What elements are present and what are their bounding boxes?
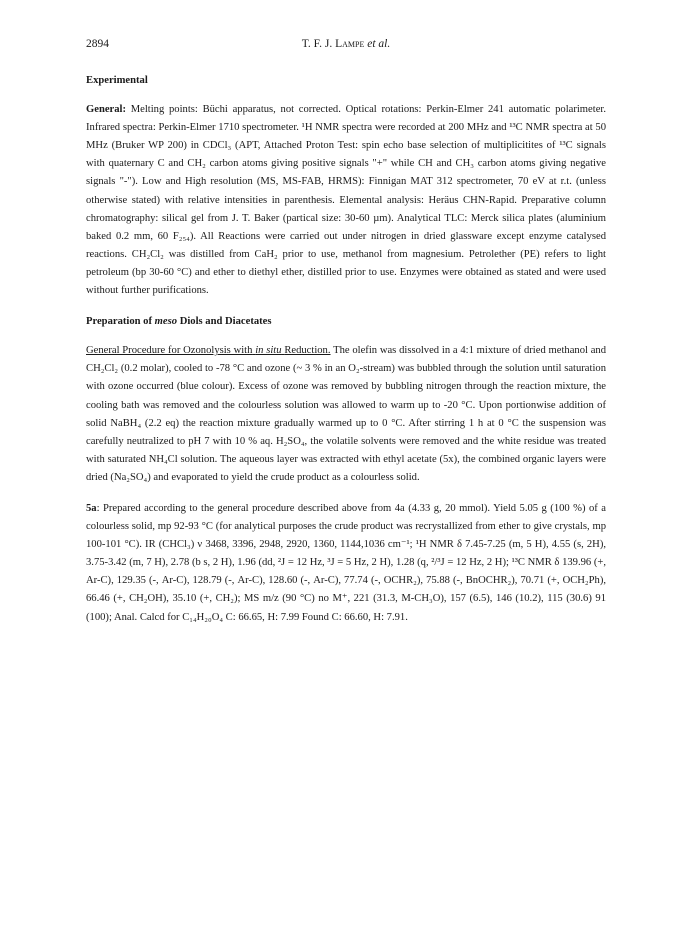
- procedure-text: The olefin was dissolved in a 4:1 mixture of dried methanol and CH₂Cl₂ (0.2 molar), cooled to -78 °C and ozone (~ 3 % in an O₂-stream) was bubbled through the solution until saturation with ozone occurred (blue colour). Excess of ozone was removed by bubbling nitrogen through the reaction mixture, the cooling bath was removed and the colourless solution was allowed to warm up to -20 °C. Upon portionwise addition of solid NaBH₄ (2.2 eq) the reaction mixture gradually warmed up to 0 °C. After stirring 1 h at 0 °C the suspension was carefully neutralized to pH 7 with 10 % aq. H₂SO₄, the volatile solvents were removed and the white residue was treated with saturated NH₄Cl solution. The aqueous layer was extracted with ethyl acetate (5x), the combined organic layers were dried (Na₂SO₄) and evaporated to yield the crude product as a colourless solid.: [86, 345, 607, 483]
- compound-5a-paragraph: [86, 500, 606, 627]
- subsection-heading-pre: Preparation of: [86, 316, 153, 328]
- compound-5a-text: : Prepared according to the general procedure described above from 4a (4.33 g, 20 mmol). Yield 5.05 g (100 %) of a colourless solid, mp 92-93 °C (for analytical purposes the crude product was recrystallized from ether to give crystals, mp 100-101 °C). IR (CHCl₃) ν 3468, 3396, 2948, 2920, 1360, 1144,1036 cm⁻¹; ¹H NMR δ 7.45-7.25 (m, 5 H), 4.55 (s, 2H), 3.75-3.42 (m, 7 H), 2.78 (b s, 2 H), 1.96 (dd, ²J = 12 Hz, ³J = 5 Hz, 2 H), 1.28 (q, ²/³J = 12 Hz, 2 H); ¹³C NMR δ 139.96 (+, Ar-C), 129.35 (-, Ar-C), 128.79 (-, Ar-C), 128.60 (-, Ar-C), 77.74 (-, OCHR₂), 75.88 (-, BnOCHR₂), 70.71 (+, OCH₂Ph), 66.46 (+, CH₂OH), 35.10 (+, CH₂); MS m/z (90 °C) no M⁺, 221 (31.3, M-CH₃O), 157 (6.5), 146 (10.2), 115 (30.6) 91 (100); Anal. Calcd for C₁₄H₂₀O₄ C: 66.65, H: 7.99 Found C: 66.60, H: 7.91.: [86, 502, 606, 623]
- procedure-paragraph: [86, 342, 606, 487]
- subsection-heading: [86, 313, 606, 331]
- procedure-title: [86, 345, 331, 356]
- procedure-title-pre: General Procedure for Ozonolysis with: [86, 345, 253, 357]
- article-body: [86, 72, 606, 640]
- running-head-authors: T. F. J.: [301, 38, 333, 50]
- subsection-heading-em: meso: [154, 316, 178, 328]
- compound-5a-label: 5a: [86, 502, 97, 514]
- subsection-heading-post: Diols and Diacetates: [179, 316, 272, 328]
- general-label: General: [86, 104, 123, 116]
- section-title: Experimental: [86, 75, 148, 86]
- procedure-title-post: Reduction.: [284, 345, 331, 357]
- running-head-surname: Lampe: [335, 38, 365, 50]
- running-head-et-al: et al.: [367, 38, 391, 50]
- procedure-title-em: in situ: [255, 345, 282, 357]
- page-number: 2894: [86, 38, 109, 50]
- running-head: [0, 38, 692, 50]
- general-paragraph: General: Melting points: Büchi apparatus, not corrected. Optical rotations: Perkin-Elmer 241 automatic polarimeter. Infrared spectra: Perkin-Elmer 1710 spectrometer. ¹H NMR spectra were recorded at 200 MHz and ¹³C NMR spectra at 50 MHz (Bruker WP 200) in CDCl₃ (APT, Attached Proton Test: spin echo base selection of multiplicitites of ¹³C signals with quaternary C and CH₂ carbon atoms giving positive signals "+" while CH and CH₃ carbon atoms giving negative signals "-"). Low and High resolution (MS, MS-FAB, HRMS): Finnigan MAT 312 spectrometer, 70 eV at r.t. (unless otherwise stated) with relative intensities in parenthesis. Elemental analysis: Heräus CHN-Rapid. Preparative column chromatography: silical gel from J. T. Baker (partical size: 30-60 µm). Analytical TLC: Merck silica plates (aluminium baked 0.2 mm, 60 F₂₅₄). All Reactions were carried out under nitrogen in dried glassware except enzyme catalysed reactions. CH₂Cl₂ was distilled from CaH₂ prior to use, methanol from magnesium. Petrolether (PE) refers to light petroleum (bp 30-60 °C) and ether to diethyl ether, distilled prior to use. Enzymes were obtained as stated and were used without further purifications.: [86, 104, 606, 297]
- general-text: Melting points: Büchi apparatus, not corrected. Optical rotations: Perkin-Elmer 241 automatic polarimeter. Infrared spectra: Perkin-Elmer 1710 spectrometer. ¹H NMR spectra were recorded at 200 MHz and ¹³C NMR spectra at 50 MHz (Bruker WP 200) in CDCl₃ (APT, Attached Proton Test: spin echo base selection of multiplicitites of ¹³C signals with quaternary C and CH₂ carbon atoms giving positive signals "+" while CH and CH₃ carbon atoms giving negative signals "-"). Low and High resolution (MS, MS-FAB, HRMS): Finnigan MAT 312 spectrometer, 70 eV at r.t. (unless otherwise stated) with relative intensities in parenthesis. Elemental analysis: Heräus CHN-Rapid. Preparative column chromatography: silical gel from J. T. Baker (partical size: 30-60 µm). Analytical TLC: Merck silica plates (aluminium baked 0.2 mm, 60 F₂₅₄). All Reactions were carried out under nitrogen in dried glassware except enzyme catalysed reactions. CH₂Cl₂ was distilled from CaH₂ prior to use, methanol from magnesium. Petrolether (PE) refers to light petroleum (bp 30-60 °C) and ether to diethyl ether, distilled prior to use. Enzymes were obtained as stated and were used without further purifications.: [86, 104, 606, 297]
